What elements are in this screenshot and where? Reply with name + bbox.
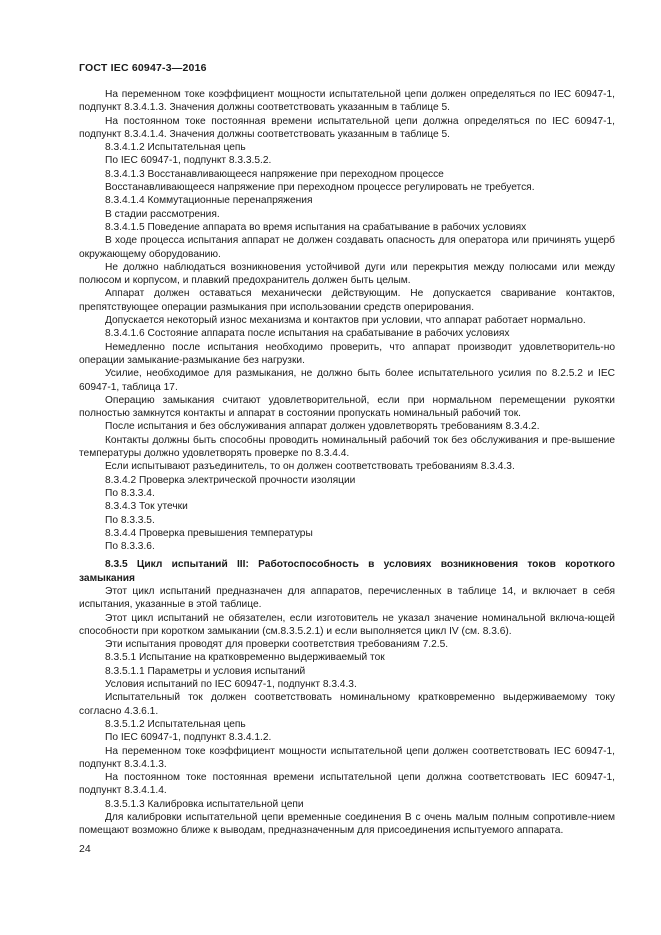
clause-line: Условия испытаний по IEC 60947-1, подпункт 8.3.4.3.: [105, 679, 357, 691]
clause-line: 8.3.4.4 Проверка превышения температуры: [105, 527, 313, 539]
paragraph: Для калибровки испытательной цепи временные соединения В с очень малым полным сопротивле-нием помещают возможно ближе к выводам, предназначенным для присоединения испытуемого аппарата.: [79, 812, 615, 837]
page-number: 24: [79, 843, 91, 855]
document-body: [79, 88, 615, 838]
clause-line: 8.3.4.3 Ток утечки: [105, 501, 188, 513]
paragraph: Этот цикл испытаний предназначен для аппаратов, перечисленных в таблице 14, и включает в себя испытания, указанные в этой таблице.: [79, 585, 615, 611]
clause-line: 8.3.4.1.4 Коммутационные перенапряжения: [105, 195, 313, 207]
clause-line: 8.3.5.1 Испытание на кратковременно выдерживаемый ток: [105, 652, 385, 664]
clause-line: 8.3.4.1.3 Восстанавливающееся напряжение при переходном процессе: [105, 168, 444, 180]
paragraph: После испытания и без обслуживания аппарат должен удовлетворять требованиям 8.3.4.2.: [105, 421, 540, 433]
paragraph: Немедленно после испытания необходимо проверить, что аппарат производит удовлетворитель-но операции замыкание-размыкание без нагрузки.: [79, 341, 615, 366]
clause-line: В стадии рассмотрения.: [105, 208, 220, 220]
clause-line: По 8.3.3.4.: [105, 487, 155, 499]
clause-line: По 8.3.3.5.: [105, 514, 155, 526]
paragraph: Эти испытания проводят для проверки соответствия требованиям 7.2.5.: [105, 639, 449, 651]
paragraph: Не должно наблюдаться возникновения устойчивой дуги или перекрытия между полюсами или между полюсом и корпусом, и плавкий предохранитель должен быть целым.: [79, 261, 615, 287]
paragraph: Восстанавливающееся напряжение при переходном процессе регулировать не требуется.: [105, 182, 535, 194]
paragraph: Допускается некоторый износ механизма и контактов при условии, что аппарат работает нормально.: [105, 315, 586, 327]
document-header: ГОСТ IEC 60947-3—2016: [79, 62, 207, 74]
clause-line: 8.3.4.2 Проверка электрической прочности изоляции: [105, 474, 356, 486]
clause-line: По IEC 60947-1, подпункт 8.3.4.1.2.: [105, 732, 272, 744]
paragraph: На переменном токе коэффициент мощности испытательной цепи должен определяться по IEC 60947-1, подпункт 8.3.4.1.3. Значения должны соответствовать указанным в таблице 5.: [79, 89, 615, 114]
section-heading: 8.3.5 Цикл испытаний III: Работоспособность в условиях возникновения токов короткого замыкания: [79, 559, 615, 584]
clause-line: По IEC 60947-1, подпункт 8.3.3.5.2.: [105, 155, 272, 167]
paragraph: Операцию замыкания считают удовлетворительной, если при нормальном перемещении рукоятки полностью замкнутся контакты и аппарат в состоянии пропускать номинальный рабочий ток.: [79, 394, 615, 420]
paragraph: На постоянном токе постоянная времени испытательной цепи должна определяться по IEC 60947-1, подпункт 8.3.4.1.4. Значения должны соответствовать указанным в таблице 5.: [79, 115, 615, 140]
paragraph: Аппарат должен оставаться механически действующим. Не допускается сваривание контактов, препятствующее операции размыкания при использовании средств оперирования.: [79, 288, 615, 313]
clause-line: 8.3.4.1.2 Испытательная цепь: [105, 142, 246, 154]
paragraph: Этот цикл испытаний не обязателен, если изготовитель не указал значение номинальной включа-ющей способности при коротком замыкании (см.8.3.5.2.1) и если выполняется цикл IV (см. 8.3.6).: [79, 612, 615, 637]
paragraph: На постоянном токе постоянная времени испытательной цепи должна соответствовать IEC 60947-1, подпункт 8.3.4.1.4.: [79, 772, 615, 797]
clause-line: По 8.3.3.6.: [105, 541, 155, 553]
clause-line: 8.3.4.1.5 Поведение аппарата во время испытания на срабатывание в рабочих условиях: [105, 221, 527, 233]
paragraph: Если испытывают разъединитель, то он должен соответствовать требованиям 8.3.4.3.: [105, 461, 515, 473]
clause-line: 8.3.5.1.2 Испытательная цепь: [105, 718, 246, 730]
paragraph: Усилие, необходимое для размыкания, не должно быть более испытательного усилия по 8.2.5.2 и IEC 60947-1, таблица 17.: [79, 368, 615, 393]
paragraph: В ходе процесса испытания аппарат не должен создавать опасность для оператора или причинять ущерб окружающему оборудованию.: [79, 235, 615, 260]
paragraph: Испытательный ток должен соответствовать номинальному кратковременно выдерживаемому току согласно 4.3.6.1.: [79, 692, 615, 717]
paragraph: Контакты должны быть способны проводить номинальный рабочий ток без обслуживания и пре-вышение температуры должно удовлетворять проверке по 8.3.4.4.: [79, 434, 615, 460]
clause-line: 8.3.5.1.3 Калибровка испытательной цепи: [105, 798, 304, 810]
paragraph: На переменном токе коэффициент мощности испытательной цепи должен соответствовать IEC 60947-1, подпункт 8.3.4.1.3.: [79, 745, 615, 770]
clause-line: 8.3.5.1.1 Параметры и условия испытаний: [105, 665, 306, 677]
clause-line: 8.3.4.1.6 Состояние аппарата после испытания на срабатывание в рабочих условиях: [105, 328, 510, 340]
